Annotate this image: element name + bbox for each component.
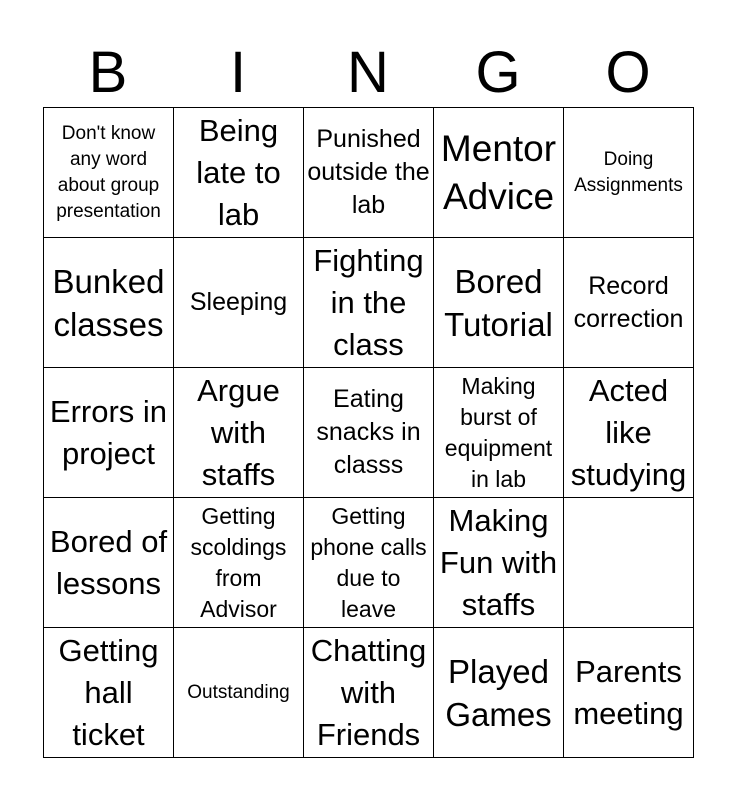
bingo-cell[interactable] xyxy=(434,368,564,498)
bingo-cell-empty[interactable] xyxy=(564,498,694,628)
cell-text: Chatting with Friends xyxy=(310,632,427,752)
cell-text: Record correction xyxy=(573,271,684,333)
cell-text: Sleeping xyxy=(189,288,288,316)
header-letter-b: B xyxy=(88,40,128,105)
cell-text: Getting phone calls due to leave xyxy=(310,502,427,622)
cell-text: Making burst of equipment in lab xyxy=(444,372,553,492)
bingo-cell[interactable] xyxy=(44,108,174,238)
bingo-board xyxy=(43,107,694,758)
bingo-cell[interactable] xyxy=(174,498,304,628)
cell-text: Getting hall ticket xyxy=(58,632,159,752)
bingo-cell[interactable] xyxy=(174,108,304,238)
bingo-cell[interactable] xyxy=(304,498,434,628)
cell-text: Parents meeting xyxy=(573,653,684,731)
cell-text: Bunked classes xyxy=(52,262,165,343)
bingo-cell[interactable] xyxy=(44,368,174,498)
bingo-cell[interactable] xyxy=(304,238,434,368)
bingo-header xyxy=(43,40,693,106)
cell-text: Errors in project xyxy=(49,393,168,471)
bingo-cell[interactable] xyxy=(564,108,694,238)
header-letter-o: O xyxy=(605,40,651,105)
bingo-cell[interactable] xyxy=(564,238,694,368)
bingo-cell[interactable] xyxy=(564,628,694,758)
cell-text: Doing Assignments xyxy=(574,148,683,196)
bingo-cell[interactable] xyxy=(564,368,694,498)
cell-text: Punished outside the lab xyxy=(307,125,430,219)
bingo-cell[interactable] xyxy=(434,238,564,368)
bingo-cell[interactable] xyxy=(174,368,304,498)
cell-text: Don't know any word about group presentation xyxy=(56,122,161,222)
cell-text: Acted like studying xyxy=(570,372,687,492)
cell-text: Eating snacks in classs xyxy=(316,385,421,479)
cell-text: Fighting in the class xyxy=(313,242,424,362)
cell-text: Played Games xyxy=(445,652,552,733)
header-letter-g: G xyxy=(475,40,521,105)
bingo-cell[interactable] xyxy=(304,108,434,238)
bingo-cell[interactable] xyxy=(174,628,304,758)
header-letter-i: I xyxy=(229,40,247,105)
cell-text: Being late to lab xyxy=(196,112,281,232)
bingo-cell[interactable] xyxy=(434,498,564,628)
bingo-cell[interactable] xyxy=(304,368,434,498)
cell-text: Mentor Advice xyxy=(440,127,557,217)
cell-text: Outstanding xyxy=(187,681,290,703)
cell-text: Making Fun with staffs xyxy=(439,502,558,622)
bingo-cell[interactable] xyxy=(434,628,564,758)
header-letter-n: N xyxy=(347,40,389,105)
cell-text: Argue with staffs xyxy=(197,372,280,492)
cell-text: Bored Tutorial xyxy=(444,262,553,343)
bingo-cell[interactable] xyxy=(44,238,174,368)
cell-text: Getting scoldings from Advisor xyxy=(190,502,287,622)
bingo-cell[interactable] xyxy=(434,108,564,238)
bingo-cell[interactable] xyxy=(304,628,434,758)
bingo-cell[interactable] xyxy=(44,628,174,758)
bingo-cell[interactable] xyxy=(44,498,174,628)
bingo-cell[interactable] xyxy=(174,238,304,368)
cell-text: Bored of lessons xyxy=(49,523,168,601)
